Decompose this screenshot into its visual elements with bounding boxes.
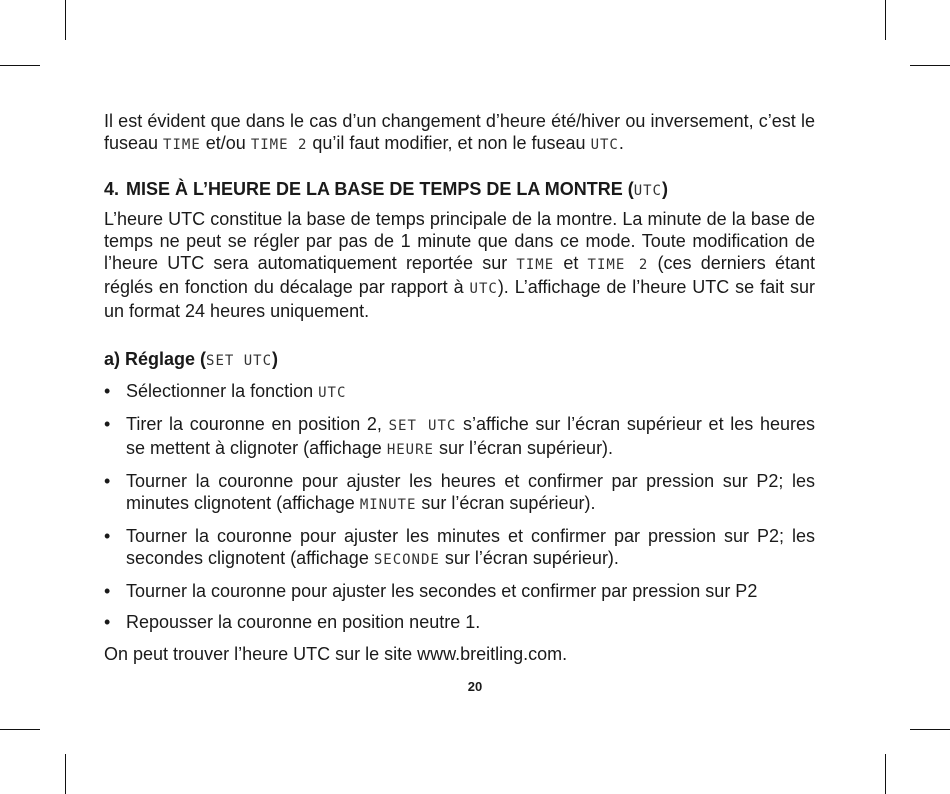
step-text: Tourner la couronne pour ajuster les secondes et confirmer par pression sur P2 [126, 581, 758, 601]
step-text: Tourner la couronne pour ajuster les heures et confirmer par pression sur P2; les minutes clignotent (affichage [126, 471, 815, 513]
subsection-title-text: a) Réglage ( [104, 349, 207, 369]
crop-mark [910, 65, 950, 66]
list-item [104, 470, 815, 516]
section-title-text: ) [662, 179, 668, 199]
lcd-label: UTC [590, 137, 619, 153]
body-text: ). L’affichage de l’heure UTC se fait sur un format 24 heures uniquement. [104, 277, 815, 321]
section-number: 4. [104, 179, 120, 199]
subsection-title-text: ) [272, 349, 279, 369]
crop-mark [65, 754, 66, 794]
list-item [104, 413, 815, 461]
lcd-label: TIME 2 [250, 137, 308, 153]
lcd-label: MINUTE [359, 497, 417, 513]
list-item [104, 611, 815, 633]
intro-paragraph [104, 110, 815, 156]
lcd-label: SET UTC [388, 418, 457, 434]
step-text: s’affiche sur l’écran supérieur et les heures se mettent à clignoter (affichage [126, 414, 815, 458]
lcd-label: SET UTC [206, 353, 273, 369]
crop-mark [65, 0, 66, 40]
list-item [104, 580, 815, 602]
steps-list [104, 380, 815, 633]
lcd-label: UTC [633, 183, 662, 199]
page-content [104, 110, 815, 665]
step-text: Repousser la couronne en position neutre 1. [126, 612, 481, 632]
body-text: (ces derniers étant réglés en fonction du décalage par rapport à [104, 253, 816, 297]
lcd-label: TIME [163, 137, 201, 153]
crop-mark [0, 65, 40, 66]
lcd-label: TIME 2 [587, 257, 649, 273]
crop-mark [885, 754, 886, 794]
intro-text: Il est évident que dans le cas d’un changement d’heure été/hiver ou inversement, c’est le fuseau [104, 111, 815, 153]
page-number: 20 [467, 679, 483, 694]
list-item [104, 525, 815, 571]
lcd-label: UTC [469, 281, 498, 297]
list-item [104, 380, 815, 404]
crop-mark [885, 0, 886, 40]
step-text: Tourner la couronne pour ajuster les minutes et confirmer par pression sur P2; les secondes clignotent (affichage [126, 526, 815, 568]
closing-paragraph: On peut trouver l’heure UTC sur le site www.breitling.com. [104, 644, 568, 664]
crop-mark [910, 729, 950, 730]
step-text: Sélectionner la fonction [126, 381, 319, 401]
crop-mark [0, 729, 40, 730]
subsection-heading [104, 348, 815, 372]
intro-text: qu’il faut modifier, et non le fuseau [307, 133, 591, 153]
step-text: Tirer la couronne en position 2, [126, 414, 389, 434]
section-title-text: MISE À L’HEURE DE LA BASE DE TEMPS DE LA MONTRE ( [126, 179, 634, 199]
step-text: sur l’écran supérieur). [439, 548, 619, 568]
step-text: sur l’écran supérieur). [433, 438, 614, 458]
lcd-label: UTC [318, 385, 347, 401]
intro-text: . [618, 133, 624, 153]
lcd-label: TIME [516, 257, 555, 273]
body-text: et [554, 253, 588, 273]
step-text: sur l’écran supérieur). [416, 493, 596, 513]
section-paragraph [104, 208, 815, 322]
intro-text: et/ou [200, 133, 251, 153]
section-heading [104, 178, 815, 202]
body-text: L’heure UTC constitue la base de temps principale de la montre. La minute de la base de temps ne peut se régler par pas de 1 minute que dans ce mode. Toute modification de l’heure UTC sera automatiquement reportée sur [104, 209, 815, 273]
lcd-label: SECONDE [373, 552, 440, 568]
section-title [126, 178, 668, 202]
lcd-label: HEURE [386, 442, 434, 458]
